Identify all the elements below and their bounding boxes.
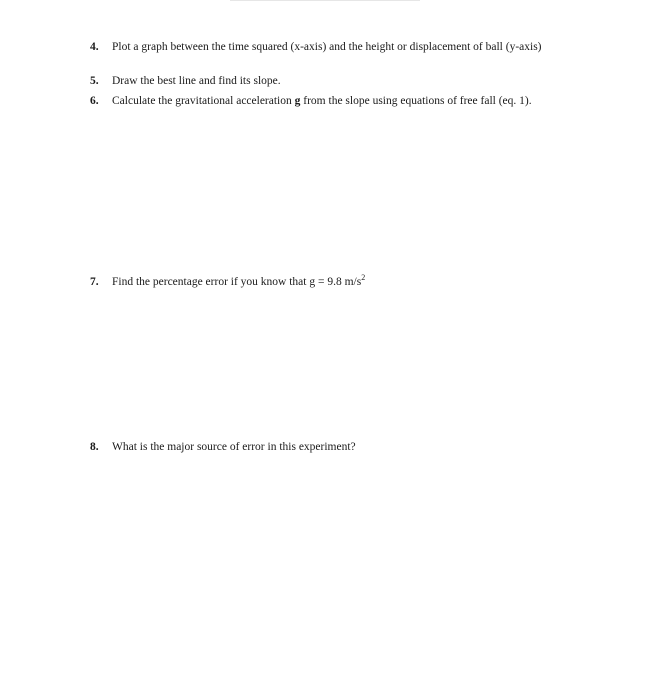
question-7-text [90,275,590,289]
question-5 [90,74,590,88]
question-7-main-text: Find the percentage error if you know that g = 9.8 m/s [112,276,362,288]
question-4 [90,40,590,54]
question-5-text: Draw the best line and find its slope. [112,75,281,87]
question-8-text: What is the major source of error in this experiment? [112,441,356,453]
question-6-bold-g: g [294,95,301,107]
question-6 [90,94,590,108]
question-7 [90,275,590,289]
question-8-number: 8. [90,441,99,453]
question-6-text-before: Calculate the gravitational acceleration [112,95,295,107]
question-7-superscript: 2 [361,273,366,283]
question-6-text [90,94,590,108]
question-4-number: 4. [90,41,99,53]
question-8 [90,440,590,454]
top-divider [230,0,420,1]
question-7-number: 7. [90,276,99,288]
question-4-text: Plot a graph between the time squared (x-axis) and the height or displacement of ball (y-axis) [112,41,542,53]
question-6-number: 6. [90,95,99,107]
question-6-text-after: from the slope using equations of free fall (eq. 1). [300,95,532,107]
question-5-number: 5. [90,75,99,87]
